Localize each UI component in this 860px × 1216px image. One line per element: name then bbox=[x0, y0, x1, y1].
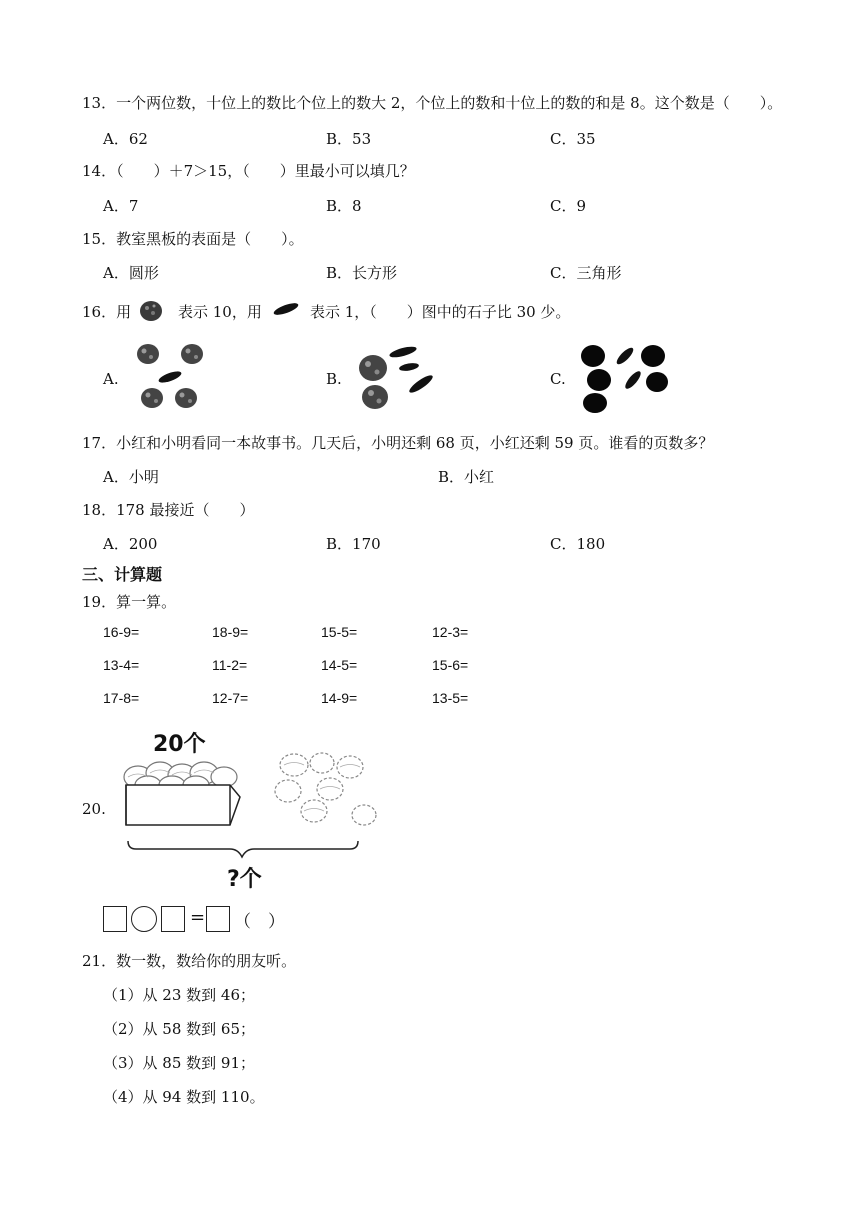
q15-option-b: B．长方形 bbox=[326, 264, 398, 282]
calc-cell: 14-9= bbox=[321, 690, 358, 706]
calc-cell: 15-6= bbox=[432, 657, 469, 673]
q18-option-b: B．170 bbox=[326, 535, 381, 553]
q13-stem: 13．一个两位数，十位上的数比个位上的数大 2，个位上的数和十位上的数的和是 8。这个数是（ ）。 bbox=[82, 94, 783, 112]
q13-option-b: B．53 bbox=[326, 130, 372, 148]
q17-option-b: B．小红 bbox=[438, 468, 495, 486]
calc-cell: 14-5= bbox=[321, 657, 358, 673]
q16-option-a-stones-image bbox=[130, 340, 220, 415]
q16-option-a: A. bbox=[103, 370, 119, 388]
calc-cell: 13-4= bbox=[103, 657, 140, 673]
q16-option-b-stones-image bbox=[345, 340, 445, 415]
calc-cell: 18-9= bbox=[212, 624, 249, 640]
q13-option-a: A．62 bbox=[103, 130, 148, 148]
q14-option-b: B．8 bbox=[326, 197, 362, 215]
operator-circle[interactable] bbox=[131, 906, 157, 932]
calc-cell: 11-2= bbox=[212, 657, 248, 673]
answer-box[interactable] bbox=[161, 906, 185, 932]
q14-option-c: C．9 bbox=[550, 197, 587, 215]
q13-option-c: C．35 bbox=[550, 130, 596, 148]
answer-box[interactable] bbox=[103, 906, 127, 932]
q18-stem: 18．178 最接近（ ） bbox=[82, 501, 255, 519]
stone-ten-icon bbox=[138, 298, 164, 324]
q16-option-c-stones-image bbox=[575, 340, 675, 418]
q20-ball-box-image bbox=[118, 755, 388, 860]
q15-option-c: C．三角形 bbox=[550, 264, 622, 282]
section-title: 三、计算题 bbox=[82, 565, 163, 584]
calc-cell: 12-3= bbox=[432, 624, 469, 640]
q14-option-a: A．7 bbox=[103, 197, 139, 215]
answer-box[interactable] bbox=[206, 906, 230, 932]
q16-stem-start: 16．用 bbox=[82, 303, 132, 321]
q18-option-a: A．200 bbox=[103, 535, 158, 553]
calc-cell: 15-5= bbox=[321, 624, 358, 640]
q21-item: （4）从 94 数到 110。 bbox=[103, 1088, 265, 1106]
q17-stem: 17．小红和小明看同一本故事书。几天后，小明还剩 68 页，小红还剩 59 页。谁看的页数多？ bbox=[82, 434, 714, 452]
q15-stem: 15．教室黑板的表面是（ ）。 bbox=[82, 230, 304, 248]
q21-item: （2）从 58 数到 65； bbox=[103, 1020, 256, 1038]
q15-option-a: A．圆形 bbox=[103, 264, 159, 282]
stick-one-icon bbox=[272, 301, 302, 317]
calc-cell: 13-5= bbox=[432, 690, 469, 706]
q20-total-label: ?个 bbox=[227, 867, 262, 892]
q16-option-c: C. bbox=[550, 370, 566, 388]
calc-cell: 16-9= bbox=[103, 624, 140, 640]
q20-number: 20. bbox=[82, 800, 106, 818]
q16-option-b: B. bbox=[326, 370, 342, 388]
q19-stem: 19．算一算。 bbox=[82, 593, 177, 611]
calc-cell: 17-8= bbox=[103, 690, 140, 706]
q18-option-c: C．180 bbox=[550, 535, 606, 553]
unit-paren[interactable]: （ ） bbox=[234, 912, 285, 932]
q17-option-a: A．小明 bbox=[103, 468, 159, 486]
q21-item: （3）从 85 数到 91； bbox=[103, 1054, 256, 1072]
q21-item: （1）从 23 数到 46； bbox=[103, 986, 256, 1004]
equals-sign: = bbox=[190, 907, 206, 928]
q21-stem: 21．数一数，数给你的朋友听。 bbox=[82, 952, 297, 970]
q16-stem-tail: 表示 1，（ ）图中的石子比 30 少。 bbox=[310, 303, 571, 321]
q20-box-label: 20个 bbox=[153, 732, 206, 757]
q16-stem-mid: 表示 10，用 bbox=[178, 303, 262, 321]
q14-stem: 14．（ ）＋7＞15，（ ）里最小可以填几？ bbox=[82, 162, 415, 180]
calc-cell: 12-7= bbox=[212, 690, 249, 706]
